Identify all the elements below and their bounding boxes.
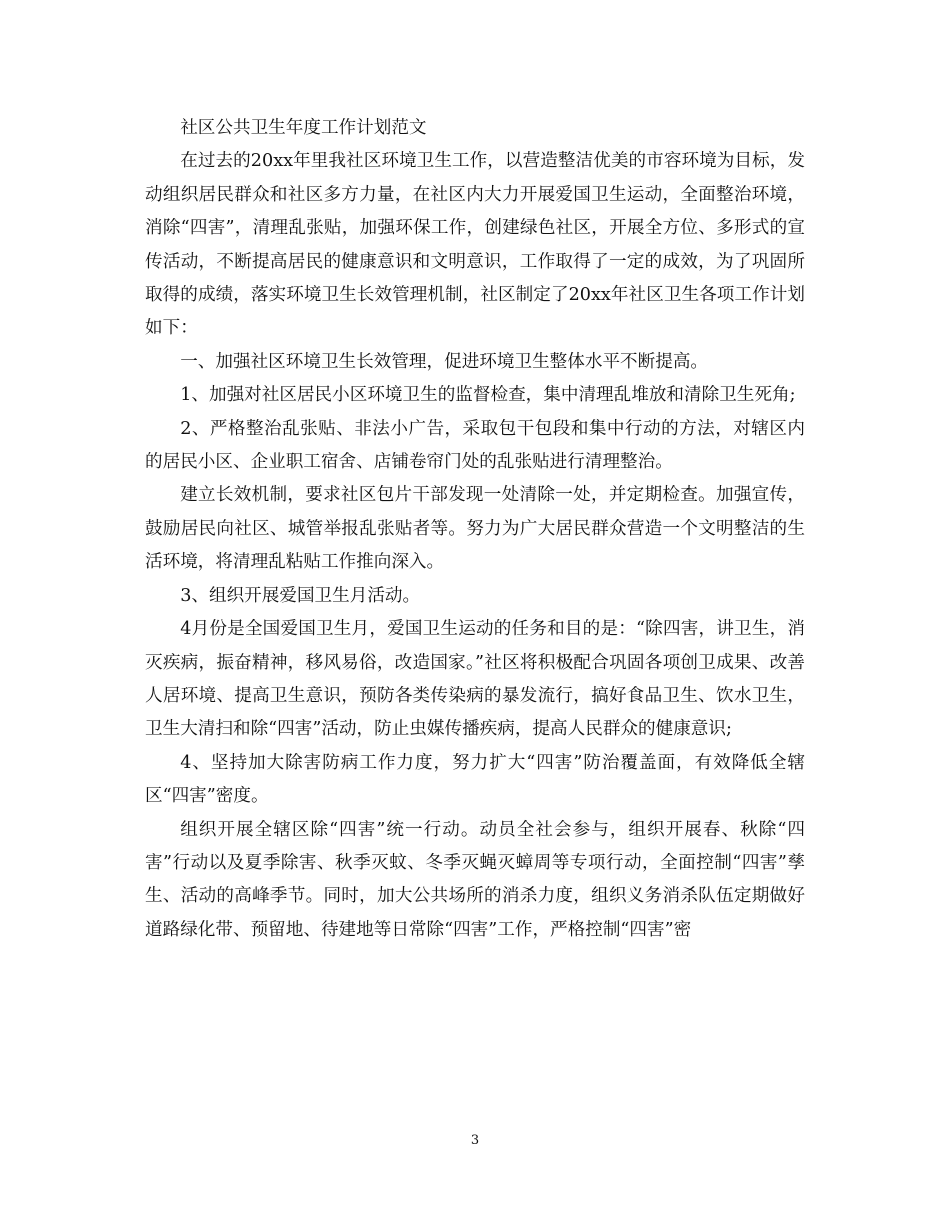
page-number: 3	[470, 1133, 480, 1148]
paragraph: 在过去的20xx年里我社区环境卫生工作，以营造整洁优美的市容环境为目标，发动组织居民群众和社区多方力量，在社区内大力开展爱国卫生运动，全面整治环境，消除“四害”，清理乱张贴，加强环保工作，创建绿色社区，开展全方位、多形式的宣传活动，不断提高居民的健康意识和文明意识，工作取得了一定的成效，为了巩固所取得的成绩，落实环境卫生长效管理机制，社区制定了20xx年社区卫生各项工作计划如下：	[145, 151, 805, 339]
section-heading: 一、加强社区环境卫生长效管理，促进环境卫生整体水平不断提高。	[180, 351, 709, 372]
document-title: 社区公共卫生年度工作计划范文	[180, 118, 427, 138]
paragraph: 4月份是全国爱国卫生月，爱国卫生运动的任务和目的是：“除四害，讲卫生，消灭疾病，振奋精神，移风易俗，改造国家。”社区将积极配合巩固各项创卫成果、改善人居环境、提高卫生意识，预防各类传染病的暴发流行，搞好食品卫生、饮水卫生，卫生大清扫和除“四害”活动，防止虫媒传播疾病，提高人民群众的健康意识;	[145, 619, 805, 740]
paragraph: 1、加强对社区居民小区环境卫生的监督检查，集中清理乱堆放和清除卫生死角;	[180, 385, 796, 406]
document-body	[145, 112, 805, 947]
paragraph: 建立长效机制，要求社区包片干部发现一处清除一处，并定期检查。加强宣传，鼓励居民向社区、城管举报乱张贴者等。努力为广大居民群众营造一个文明整洁的生活环境，将清理乱粘贴工作推向深入。	[145, 485, 805, 573]
paragraph: 3、组织开展爱国卫生月活动。	[180, 585, 421, 606]
paragraph: 4、坚持加大除害防病工作力度，努力扩大“四害”防治覆盖面，有效降低全辖区“四害”密度。	[145, 752, 805, 807]
paragraph: 组织开展全辖区除“四害”统一行动。动员全社会参与，组织开展春、秋除“四害”行动以及夏季除害、秋季灭蚊、冬季灭蝇灭蟑周等专项行动，全面控制“四害”孳生、活动的高峰季节。同时，加大公共场所的消杀力度，组织义务消杀队伍定期做好道路绿化带、预留地、待建地等日常除“四害”工作，严格控制“四害”密	[145, 819, 805, 940]
paragraph: 2、严格整治乱张贴、非法小广告，采取包干包段和集中行动的方法，对辖区内的居民小区、企业职工宿舍、店铺卷帘门处的乱张贴进行清理整治。	[145, 418, 805, 473]
